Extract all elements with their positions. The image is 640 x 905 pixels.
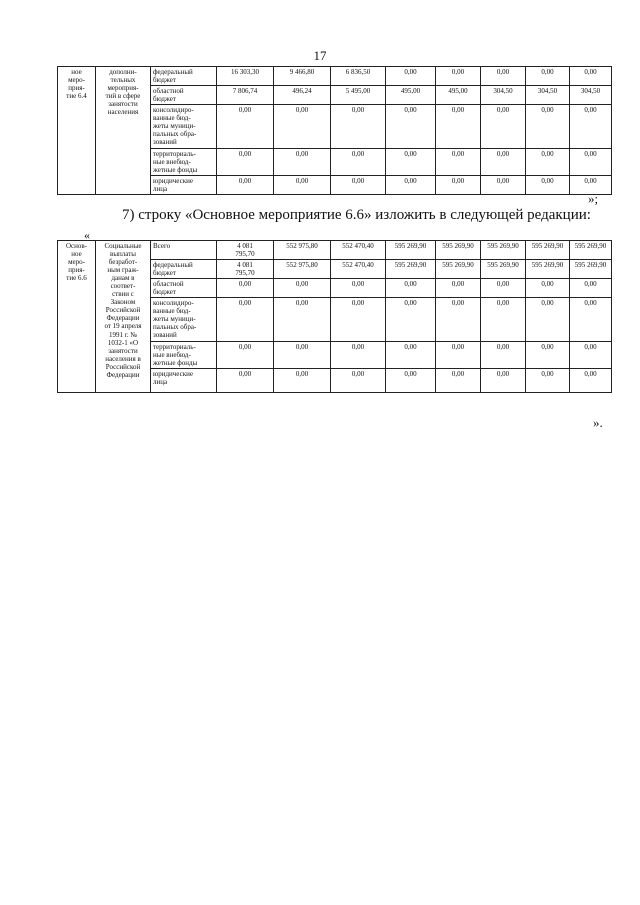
amount-cell: 0,00 <box>570 279 612 298</box>
funding-source-cell: консолидиро- ванные бюд- жеты муници- пальных обра- зований <box>151 105 217 149</box>
funding-source-cell: областной бюджет <box>151 279 217 298</box>
amount-cell: 0,00 <box>331 369 386 393</box>
amount-cell: 0,00 <box>526 149 570 176</box>
opening-quote: « <box>84 228 90 242</box>
amount-cell: 595 269,90 <box>526 260 570 279</box>
amendment-instruction: 7) строку «Основное мероприятие 6.6» изложить в следующей редакции: <box>122 207 591 223</box>
page-number: 17 <box>313 48 327 63</box>
amount-cell: 0,00 <box>436 176 481 195</box>
amount-cell: 0,00 <box>386 149 436 176</box>
amount-cell: 0,00 <box>331 149 386 176</box>
funding-source-cell: консолидиро- ванные бюд- жеты муници- пальных обра- зований <box>151 298 217 342</box>
amount-cell: 0,00 <box>526 279 570 298</box>
funding-source-cell: юридические лица <box>151 369 217 393</box>
amount-cell: 595 269,90 <box>570 241 612 260</box>
amount-cell: 595 269,90 <box>570 260 612 279</box>
table-row <box>58 67 612 86</box>
closing-quote-1: »; <box>588 191 599 206</box>
amount-cell: 0,00 <box>331 105 386 149</box>
amount-cell: 0,00 <box>570 342 612 369</box>
funding-source-cell: областной бюджет <box>151 86 217 105</box>
amount-cell: 0,00 <box>217 149 274 176</box>
amount-cell: 6 836,50 <box>331 67 386 86</box>
amount-cell: 0,00 <box>217 342 274 369</box>
amount-cell: 0,00 <box>217 279 274 298</box>
amount-cell: 0,00 <box>481 279 526 298</box>
amount-cell: 0,00 <box>481 342 526 369</box>
amount-cell: 595 269,90 <box>436 260 481 279</box>
amount-cell: 0,00 <box>331 176 386 195</box>
amount-cell: 0,00 <box>481 298 526 342</box>
amount-cell: 0,00 <box>526 105 570 149</box>
amount-cell: 495,00 <box>436 86 481 105</box>
amount-cell: 0,00 <box>481 369 526 393</box>
amount-cell: 0,00 <box>570 105 612 149</box>
amount-cell: 0,00 <box>217 369 274 393</box>
amount-cell: 0,00 <box>274 105 331 149</box>
amount-cell: 0,00 <box>436 67 481 86</box>
amount-cell: 4 081 795,70 <box>217 241 274 260</box>
amount-cell: 0,00 <box>274 342 331 369</box>
amount-cell: 595 269,90 <box>436 241 481 260</box>
amount-cell: 552 975,80 <box>274 260 331 279</box>
amount-cell: 0,00 <box>386 67 436 86</box>
amount-cell: 495,00 <box>386 86 436 105</box>
amount-cell: 0,00 <box>526 176 570 195</box>
amount-cell: 552 470,40 <box>331 241 386 260</box>
amount-cell: 0,00 <box>436 342 481 369</box>
amount-cell: 0,00 <box>570 149 612 176</box>
amount-cell: 0,00 <box>481 105 526 149</box>
amount-cell: 0,00 <box>436 149 481 176</box>
amount-cell: 0,00 <box>436 298 481 342</box>
event-number-cell: ное меро- прия- тие 6.4 <box>58 67 96 195</box>
amount-cell: 0,00 <box>481 176 526 195</box>
amount-cell: 304,50 <box>526 86 570 105</box>
amount-cell: 4 081 795,70 <box>217 260 274 279</box>
amount-cell: 0,00 <box>481 67 526 86</box>
amount-cell: 0,00 <box>570 176 612 195</box>
amount-cell: 0,00 <box>217 298 274 342</box>
amount-cell: 0,00 <box>217 105 274 149</box>
closing-quote-2: ». <box>593 415 603 430</box>
amount-cell: 595 269,90 <box>481 260 526 279</box>
amount-cell: 0,00 <box>386 176 436 195</box>
amount-cell: 5 495,00 <box>331 86 386 105</box>
amount-cell: 9 466,80 <box>274 67 331 86</box>
table-event-6-6 <box>57 240 612 393</box>
amount-cell: 0,00 <box>217 176 274 195</box>
table2-body <box>58 241 612 393</box>
amount-cell: 0,00 <box>526 369 570 393</box>
amount-cell: 0,00 <box>274 176 331 195</box>
funding-source-cell: федеральный бюджет <box>151 67 217 86</box>
table-row <box>58 241 612 260</box>
amount-cell: 0,00 <box>386 298 436 342</box>
amount-cell: 595 269,90 <box>481 241 526 260</box>
amount-cell: 0,00 <box>274 149 331 176</box>
amount-cell: 552 470,40 <box>331 260 386 279</box>
amount-cell: 304,50 <box>570 86 612 105</box>
funding-source-cell: территориаль- ные внебюд- жетные фонды <box>151 149 217 176</box>
amount-cell: 0,00 <box>481 149 526 176</box>
table-event-6-4 <box>57 66 612 195</box>
amount-cell: 0,00 <box>570 298 612 342</box>
funding-source-cell: территориаль- ные внебюд- жетные фонды <box>151 342 217 369</box>
amount-cell: 0,00 <box>386 342 436 369</box>
event-number-cell: Основ- ное меро- прия- тие 6.6 <box>58 241 96 393</box>
amount-cell: 0,00 <box>526 67 570 86</box>
amount-cell: 0,00 <box>331 279 386 298</box>
amount-cell: 0,00 <box>274 279 331 298</box>
amount-cell: 0,00 <box>526 298 570 342</box>
funding-source-cell: федеральный бюджет <box>151 260 217 279</box>
amount-cell: 0,00 <box>436 105 481 149</box>
amount-cell: 0,00 <box>570 67 612 86</box>
amount-cell: 552 975,80 <box>274 241 331 260</box>
amount-cell: 0,00 <box>526 342 570 369</box>
amount-cell: 16 303,30 <box>217 67 274 86</box>
amount-cell: 0,00 <box>331 298 386 342</box>
amount-cell: 0,00 <box>436 279 481 298</box>
amount-cell: 0,00 <box>274 369 331 393</box>
amount-cell: 595 269,90 <box>386 260 436 279</box>
event-name-cell: Социальные выплаты безработ- ным граж- данам в соответ- ствии с Законом Российской Федерации от 19 апреля 1991 г. № 1032-1 «О занятости населения в Российской Федерации <box>96 241 151 393</box>
amount-cell: 595 269,90 <box>386 241 436 260</box>
amount-cell: 0,00 <box>386 105 436 149</box>
funding-source-cell: Всего <box>151 241 217 260</box>
funding-source-cell: юридические лица <box>151 176 217 195</box>
amount-cell: 0,00 <box>386 279 436 298</box>
amount-cell: 0,00 <box>331 342 386 369</box>
amount-cell: 7 806,74 <box>217 86 274 105</box>
amount-cell: 0,00 <box>570 369 612 393</box>
amount-cell: 0,00 <box>436 369 481 393</box>
amount-cell: 595 269,90 <box>526 241 570 260</box>
amount-cell: 0,00 <box>274 298 331 342</box>
amount-cell: 496,24 <box>274 86 331 105</box>
amount-cell: 304,50 <box>481 86 526 105</box>
table1-body <box>58 67 612 195</box>
event-name-cell: дополни- тельных мероприя- тий в сфере занятости населения <box>96 67 151 195</box>
amount-cell: 0,00 <box>386 369 436 393</box>
